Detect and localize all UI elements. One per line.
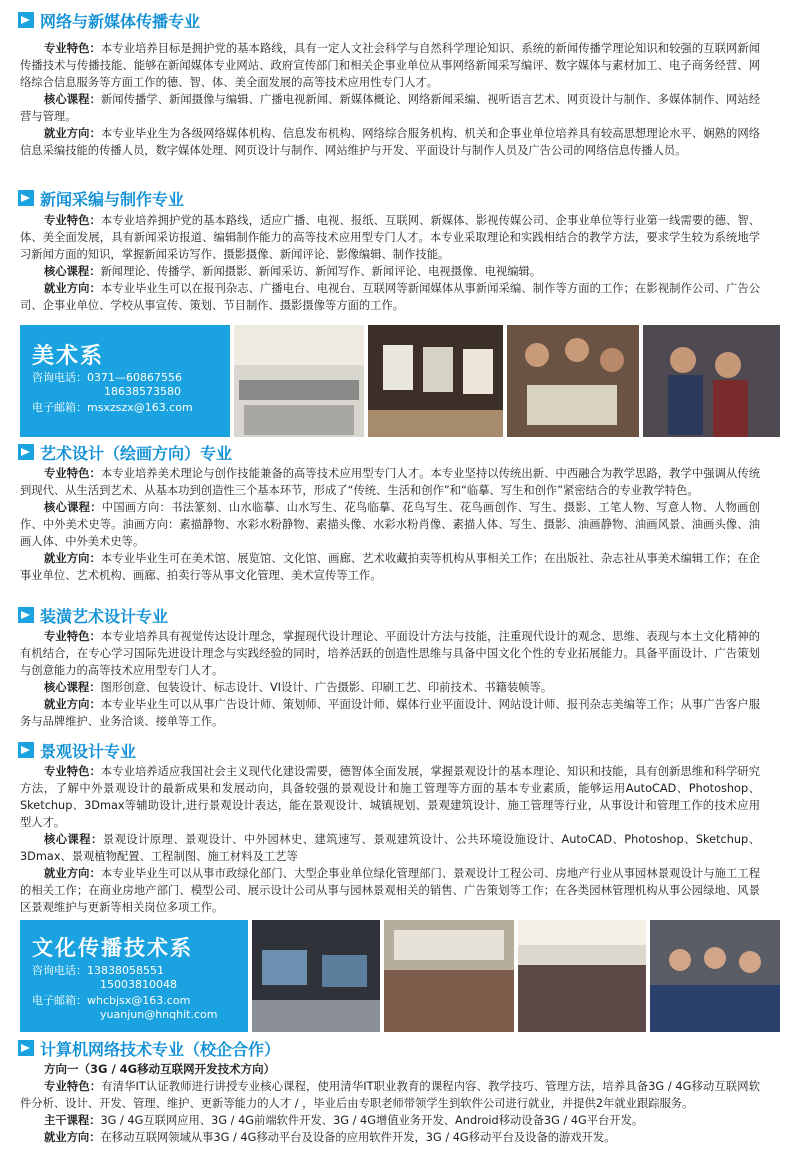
arrow-bullet-icon — [18, 607, 34, 623]
dept-banner-fine-arts — [20, 325, 780, 437]
section-header-decoration-design — [18, 603, 168, 627]
section-header-news-editing — [18, 186, 184, 210]
photo-lecture-hall — [384, 920, 514, 1032]
section-title: 景观设计专业 — [40, 741, 137, 761]
section-body-computer-network: 专业特色：有清华IT认证教师进行讲授专业核心课程，使用清华IT职业教育的课程内容、教学技巧、管理方法，培养具备3G / 4G移动互联网软件分析、设计、开发、管理、维护、更新等能力的人才 / ，毕业后由专职老师带领学生到软件公司进行就业，并提供2年就业跟踪服务。 主干课程：3G / 4G互联网应用、3G / 4G前端软件开发、3G / 4G增值业务开发、Android移动设备3G / 4G平台开发。 就业方向：在移动互联网领域从事3G / 4G移动平台及设备的应用软件开发，3G / 4G移动平台及设备的游戏开发。 — [20, 1080, 760, 1144]
section-header-network-media — [18, 8, 200, 32]
dept-name: 文化传播技术系 — [32, 936, 193, 960]
section-header-art-design — [18, 440, 232, 464]
photo-computer-lab — [252, 920, 380, 1032]
photo-gallery — [368, 325, 503, 437]
section-title: 艺术设计（绘画方向）专业 — [40, 443, 233, 463]
section-header-computer-network — [18, 1036, 280, 1060]
photo-group — [643, 325, 780, 437]
photo-students-painting — [507, 325, 639, 437]
section-title: 网络与新媒体传播专业 — [40, 11, 201, 31]
direction-line: 方向一（3G / 4G移动互联网开发技术方向） — [44, 1062, 276, 1076]
section-body-art-design: 专业特色：本专业培养美术理论与创作技能兼备的高等技术应用型专门人才。本专业坚持以传统出新、中西融合为教学思路，教学中强调从传统到现代、从生活到艺术、从基本功到创造性三个基本环节，形成了“传统、生活和创作”和“临摹、写生和创作”紧密结合的专业教学特色。 核心课程：中国画方向：书法篆刻、山水临摹、山水写生、花鸟临摹、花鸟写生、花鸟画创作、写生、摄影、工笔人物、写意人物、人物画创作、中外美术史等。油画方向：素描静物、水彩水粉静物、素描头像、水彩水粉肖像、素描人体、写生、摄影、油画静物、油画风景、油画头像、油画人体、中外美术史等。 就业方向：本专业毕业生可在美术馆、展览馆、文化馆、画廊、艺术收藏拍卖等机构从事相关工作；在出版社、杂志社从事美术编辑工作；在企事业单位、艺术机构、画廊、拍卖行等从事文化管理、美术宣传等工作。 — [20, 467, 760, 582]
photo-classroom — [234, 325, 364, 437]
section-body-network-media: 专业特色：本专业培养目标是拥护党的基本路线，具有一定人文社会科学与自然科学理论知识、系统的新闻传播学理论知识和较强的互联网新闻传播技术与传播技能、能够在新闻媒体专业网站、政府宣传部门和相关企事业单位从事网络新闻采写编评、数字媒体与素材加工、电子商务经营、网络综合信息服务等方面工作的德、智、体、美全面发展的高等技术应用性专门人才。 核心课程：新闻传播学、新闻摄像与编辑、广播电视新闻、新媒体概论、网络新闻采编、视听语言艺术、网页设计与制作、多媒体制作、网站经营与管理。 就业方向：本专业毕业生为各级网络媒体机构、信息发布机构、网络综合服务机构、机关和企事业单位培养具有较高思想理论水平、娴熟的网络信息采编技能的传播人员，数字媒体处理、网页设计与制作、网站维护与开发、平面设计与制作人员及广告公司的网络信息传播人员。 — [20, 42, 760, 157]
dept-name: 美术系 — [32, 344, 105, 369]
section-title: 装潢艺术设计专业 — [40, 606, 169, 626]
section-header-landscape-design — [18, 738, 136, 762]
dept-banner-culture-comm — [20, 920, 780, 1032]
section-body-news-editing: 专业特色：本专业培养拥护党的基本路线，适应广播、电视、报纸、互联网、新媒体、影视传媒公司、企事业单位等行业第一线需要的德、智、体、美全面发展，具有新闻采访报道、编辑制作能力的高等技术应用型专门人才。本专业采取理论和实践相结合的教学方法，要求学生较为系统地学习新闻方面的知识，掌握新闻采访写作、摄影摄像、新闻评论、影像编辑、制作技能。 核心课程：新闻理论、传播学、新闻摄影、新闻采访、新闻写作、新闻评论、电视摄像、电视编辑。 就业方向：本专业毕业生可以在报刊杂志、广播电台、电视台、互联网等新闻媒体从事新闻采编、制作等方面的工作；在影视制作公司、广告公司、企事业单位、学校从事宣传、策划、节目制作、摄影摄像等方面的工作。 — [20, 214, 760, 312]
section-body-landscape-design: 专业特色：本专业培养适应我国社会主义现代化建设需要，德智体全面发展，掌握景观设计的基本理论、知识和技能，具有创新思维和科学研究方法，了解中外景观设计的最新成果和发展动向，具备较强的景观设计和施工管理等方面的基本专业素质，能够运用AutoCAD、Photoshop、Sketchup、3Dmax等辅助设计,进行景观设计表达，能在景观设计、城镇规划、景观建筑设计、施工管理等行业，从事设计和管理工作的技术应用型人才。 核心课程：景观设计原理、景观设计、中外园林史、建筑速写、景观建筑设计、公共环境设施设计、AutoCAD、Photoshop、Sketchup、3Dmax、景观植物配置、工程制图、施工材料及工艺等 就业方向：本专业毕业生可以从事市政绿化部门、大型企事业单位绿化管理部门、景观设计工程公司、房地产行业从事园林景观设计与施工工程的相关工作；在商业房地产部门、模型公司、展示设计公司从事与园林景观相关的销售、广告策划等工作；在各类园林管理机构从事公园绿地、风景区景观维护与更新等相关岗位多项工作。 — [20, 765, 760, 914]
photo-auditorium — [518, 920, 646, 1032]
arrow-bullet-icon — [18, 444, 34, 460]
dept-info-box: 美术系 咨询电话：0371—60867556 18638573580 电子邮箱：msxzszx@163.com — [20, 325, 230, 437]
arrow-bullet-icon — [18, 742, 34, 758]
photo-group-staff — [650, 920, 780, 1032]
dept-info-box: 文化传播技术系 咨询电话：13838058551 15003810048 电子邮箱：whcbjsx@163.com yuanjun@hnqhit.com — [20, 920, 248, 1032]
arrow-bullet-icon — [18, 1040, 34, 1056]
section-title: 新闻采编与制作专业 — [40, 189, 185, 209]
section-title: 计算机网络技术专业（校企合作） — [40, 1039, 281, 1059]
section-body-decoration-design: 专业特色：本专业培养具有视觉传达设计理念，掌握现代设计理论、平面设计方法与技能，注重现代设计的观念、思维、表现与本土文化精神的有机结合，在专心学习国际先进设计理念与实践经验的同时，培养活跃的创造性思维与具备中国文化个性的专业拓展能力。具备平面设计、广告策划与创意能力的高等技术应用型专门人才。 核心课程：图形创意、包装设计、标志设计、VI设计、广告摄影、印刷工艺、印前技术、书籍装帧等。 就业方向：本专业毕业生可以从事广告设计师、策划师、平面设计师、媒体行业平面设计、网站设计师、报刊杂志美编等工作；从事广告客户服务与品牌维护、业务洽谈、接单等工作。 — [20, 630, 760, 728]
arrow-bullet-icon — [18, 190, 34, 206]
arrow-bullet-icon — [18, 12, 34, 28]
